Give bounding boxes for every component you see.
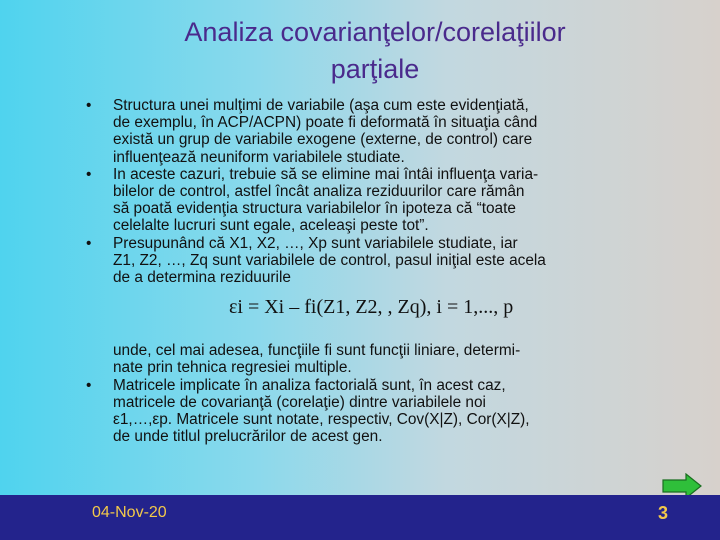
page-number: 3 xyxy=(657,503,668,523)
bullet-2-line-4: celelalte lucruri sunt egale, aceleaşi peste tot”. xyxy=(113,217,429,235)
bullet-1-line-1: Structura unei mulţimi de variabile (aşa cum este evidenţiată, xyxy=(113,97,529,114)
bullet-2-line-2: bilelor de control, astfel încât analiza reziduurilor care rămân xyxy=(113,183,525,201)
bullet-1 xyxy=(86,97,671,166)
footer-bar xyxy=(0,495,720,540)
bullet-3-line-3: de a determina reziduurile xyxy=(113,269,291,287)
bullet-3-after-line-1: unde, cel mai adesea, funcţiile fi sunt funcţii liniare, determi- xyxy=(113,342,521,360)
bullet-4 xyxy=(86,377,671,446)
bullet-4-line-3: ε1,…,εp. Matricele sunt notate, respectiv, Cov(X|Z), Cor(X|Z), xyxy=(113,411,530,429)
bullet-2 xyxy=(86,166,671,235)
slide-content xyxy=(86,97,671,445)
bullet-1-line-3: există un grup de variabile exogene (externe, de control) care xyxy=(113,131,533,149)
bullet-marker: • xyxy=(86,234,92,252)
bullet-2-line-3: să poată evidenţia structura variabilelor în ipoteza că “toate xyxy=(113,200,516,218)
bullet-3-line-1: Presupunând că X1, X2, …, Xp sunt variabilele studiate, iar xyxy=(113,234,518,252)
footer-date: 04-Nov-20 xyxy=(92,504,167,521)
bullet-3 xyxy=(86,235,671,377)
bullet-3-line-2: Z1, Z2, …, Zq sunt variabilele de control, pasul iniţial este acela xyxy=(113,251,546,269)
bullet-marker: • xyxy=(86,97,92,114)
bullet-4-line-1: Matricele implicate în analiza factorială sunt, în acest caz, xyxy=(113,376,506,394)
bullet-3-after-line-2: nate prin tehnica regresiei multiple. xyxy=(113,359,352,377)
bullet-2-line-1: In aceste cazuri, trebuie să se elimine mai întâi influenţa varia- xyxy=(113,165,539,183)
title-line-1: Analiza covarianţelor/corelaţiilor xyxy=(184,17,566,47)
residual-formula xyxy=(113,286,671,342)
bullet-1-line-4: influenţează neuniform variabilele studiate. xyxy=(113,148,405,166)
slide-title xyxy=(140,14,610,88)
bullet-4-line-4: de unde titlul prelucrărilor de acest gen. xyxy=(113,428,383,446)
bullet-4-line-2: matricele de covarianţă (corelaţie) dintre variabilele noi xyxy=(113,393,486,411)
bullet-1-line-2: de exemplu, în ACP/ACPN) poate fi deformată în situaţia când xyxy=(113,114,538,132)
bullet-marker: • xyxy=(86,165,92,183)
title-line-2: parţiale xyxy=(330,54,420,84)
formula-text: εi = Xi – fi(Z1, Z2, , Zq), i = 1,..., p xyxy=(229,296,514,319)
bullet-marker: • xyxy=(86,376,92,394)
